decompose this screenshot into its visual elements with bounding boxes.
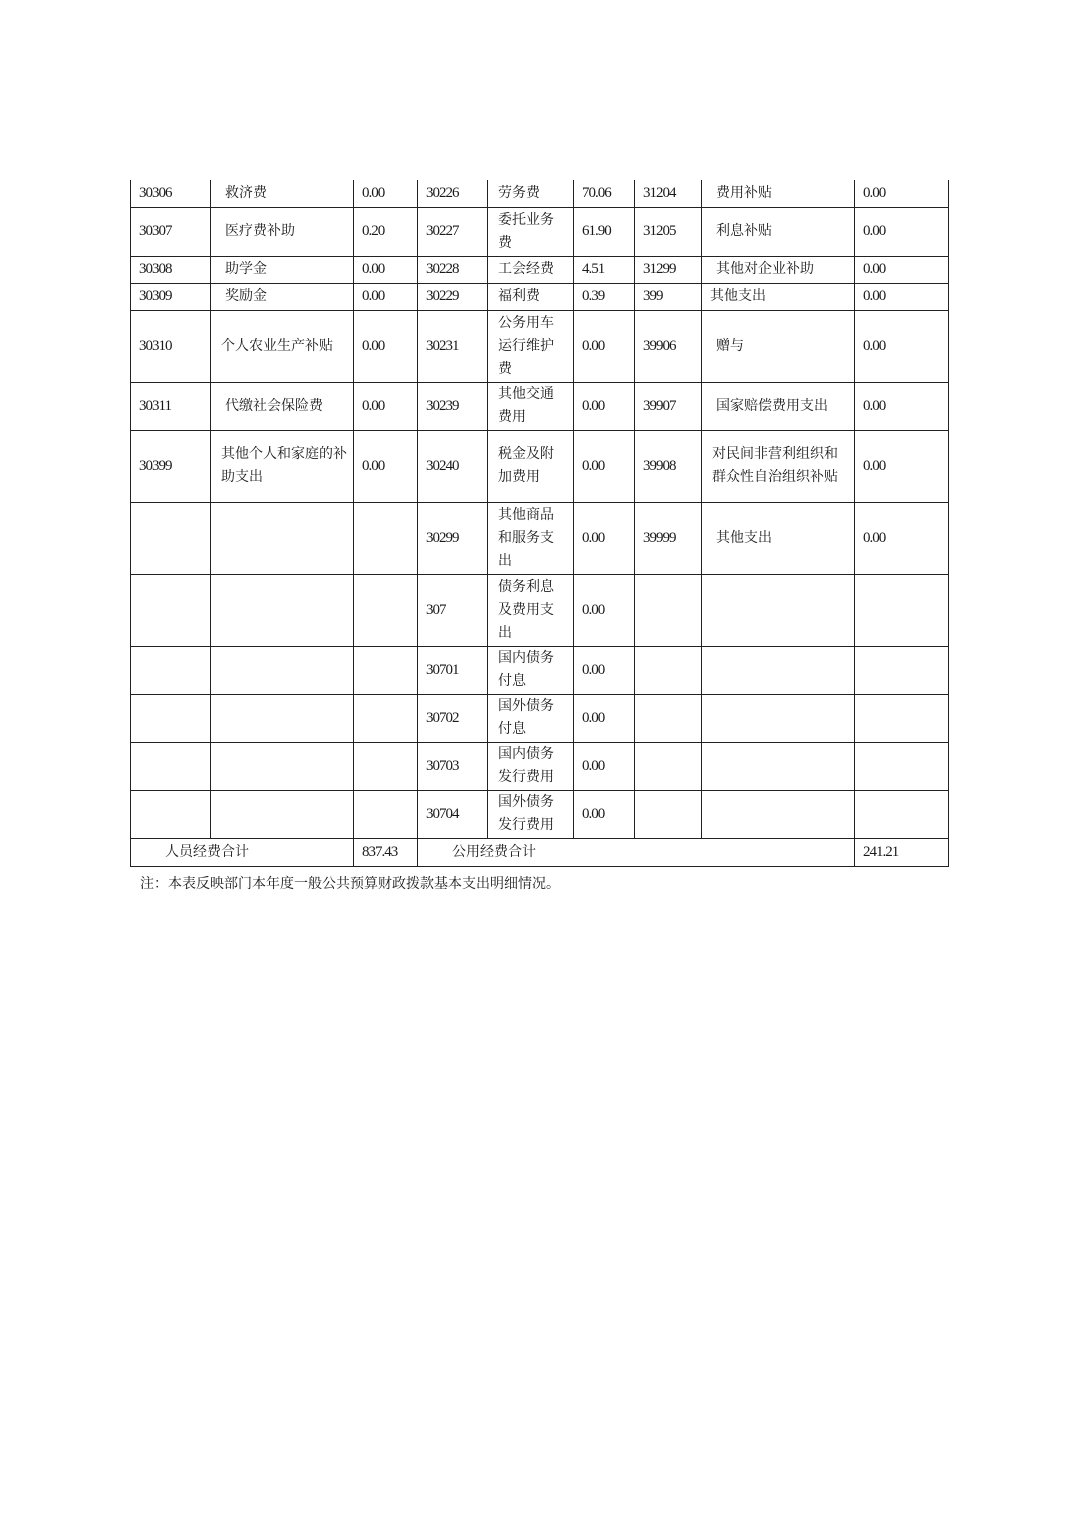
item-name-cell: 医疗费补助 xyxy=(211,207,354,256)
code-cell: 30310 xyxy=(131,310,211,382)
amount-cell xyxy=(354,502,418,574)
item-name-cell: 赠与 xyxy=(702,310,855,382)
item-name-cell: 助学金 xyxy=(211,256,354,283)
amount-cell: 0.00 xyxy=(855,207,949,256)
amount-cell: 4.51 xyxy=(574,256,635,283)
table-row xyxy=(131,207,949,256)
code-cell: 31204 xyxy=(635,180,702,207)
amount-cell: 61.90 xyxy=(574,207,635,256)
code-cell: 30306 xyxy=(131,180,211,207)
item-name-cell xyxy=(702,694,855,742)
amount-cell: 0.00 xyxy=(574,502,635,574)
amount-cell xyxy=(855,694,949,742)
table-row xyxy=(131,574,949,646)
code-cell xyxy=(131,574,211,646)
amount-cell: 0.00 xyxy=(574,694,635,742)
table-row xyxy=(131,790,949,838)
code-cell: 39908 xyxy=(635,430,702,502)
item-name-cell: 其他交通费用 xyxy=(488,382,574,430)
code-cell xyxy=(131,646,211,694)
table-row xyxy=(131,694,949,742)
item-name-cell: 利息补贴 xyxy=(702,207,855,256)
code-cell: 30229 xyxy=(418,283,488,310)
item-name-cell: 费用补贴 xyxy=(702,180,855,207)
amount-cell: 0.00 xyxy=(855,382,949,430)
item-name-cell: 救济费 xyxy=(211,180,354,207)
item-name-cell: 其他对企业补助 xyxy=(702,256,855,283)
budget-detail-table xyxy=(130,180,949,867)
amount-cell xyxy=(855,574,949,646)
item-name-cell xyxy=(211,574,354,646)
amount-cell: 0.00 xyxy=(574,574,635,646)
table-body xyxy=(131,180,949,866)
item-name-cell: 劳务费 xyxy=(488,180,574,207)
code-cell: 30239 xyxy=(418,382,488,430)
item-name-cell: 国内债务发行费用 xyxy=(488,742,574,790)
amount-cell: 0.00 xyxy=(855,310,949,382)
item-name-cell: 其他商品和服务支出 xyxy=(488,502,574,574)
amount-cell xyxy=(354,790,418,838)
public-total-value: 241.21 xyxy=(855,838,949,866)
item-name-cell: 福利费 xyxy=(488,283,574,310)
item-name-cell xyxy=(211,646,354,694)
item-name-cell xyxy=(211,790,354,838)
amount-cell: 0.00 xyxy=(574,742,635,790)
item-name-cell: 奖励金 xyxy=(211,283,354,310)
code-cell xyxy=(635,694,702,742)
table-row xyxy=(131,283,949,310)
code-cell: 30309 xyxy=(131,283,211,310)
amount-cell: 0.00 xyxy=(855,283,949,310)
item-name-cell: 其他个人和家庭的补助支出 xyxy=(211,430,354,502)
item-name-cell xyxy=(702,790,855,838)
code-cell: 30399 xyxy=(131,430,211,502)
code-cell xyxy=(131,742,211,790)
item-name-cell: 其他支出 xyxy=(702,502,855,574)
amount-cell xyxy=(354,646,418,694)
code-cell xyxy=(131,790,211,838)
amount-cell: 70.06 xyxy=(574,180,635,207)
table-row xyxy=(131,310,949,382)
amount-cell: 0.00 xyxy=(574,310,635,382)
personnel-total-value: 837.43 xyxy=(354,838,418,866)
item-name-cell xyxy=(211,742,354,790)
code-cell: 39906 xyxy=(635,310,702,382)
public-total-label: 公用经费合计 xyxy=(418,838,855,866)
amount-cell: 0.00 xyxy=(574,382,635,430)
amount-cell: 0.00 xyxy=(574,790,635,838)
code-cell: 31205 xyxy=(635,207,702,256)
amount-cell: 0.00 xyxy=(354,430,418,502)
item-name-cell: 工会经费 xyxy=(488,256,574,283)
code-cell: 30702 xyxy=(418,694,488,742)
code-cell: 399 xyxy=(635,283,702,310)
item-name-cell xyxy=(211,502,354,574)
item-name-cell: 个人农业生产补贴 xyxy=(211,310,354,382)
amount-cell xyxy=(855,742,949,790)
amount-cell: 0.00 xyxy=(354,283,418,310)
amount-cell: 0.00 xyxy=(855,502,949,574)
amount-cell: 0.00 xyxy=(354,180,418,207)
code-cell: 31299 xyxy=(635,256,702,283)
item-name-cell: 代缴社会保险费 xyxy=(211,382,354,430)
code-cell: 30704 xyxy=(418,790,488,838)
table-row xyxy=(131,256,949,283)
amount-cell xyxy=(855,646,949,694)
code-cell: 30231 xyxy=(418,310,488,382)
item-name-cell: 债务利息及费用支出 xyxy=(488,574,574,646)
code-cell: 30240 xyxy=(418,430,488,502)
code-cell xyxy=(635,790,702,838)
code-cell: 30227 xyxy=(418,207,488,256)
item-name-cell: 国外债务付息 xyxy=(488,694,574,742)
code-cell xyxy=(131,502,211,574)
item-name-cell: 委托业务费 xyxy=(488,207,574,256)
amount-cell: 0.00 xyxy=(354,382,418,430)
code-cell: 30308 xyxy=(131,256,211,283)
table-row xyxy=(131,180,949,207)
code-cell: 30311 xyxy=(131,382,211,430)
item-name-cell: 国内债务付息 xyxy=(488,646,574,694)
item-name-cell xyxy=(211,694,354,742)
amount-cell: 0.00 xyxy=(354,310,418,382)
code-cell xyxy=(635,742,702,790)
amount-cell: 0.39 xyxy=(574,283,635,310)
amount-cell xyxy=(354,694,418,742)
item-name-cell xyxy=(702,742,855,790)
item-name-cell xyxy=(702,646,855,694)
amount-cell: 0.00 xyxy=(574,430,635,502)
amount-cell xyxy=(354,574,418,646)
table-row xyxy=(131,502,949,574)
amount-cell: 0.00 xyxy=(855,256,949,283)
code-cell: 30228 xyxy=(418,256,488,283)
code-cell xyxy=(635,646,702,694)
code-cell: 39907 xyxy=(635,382,702,430)
item-name-cell: 其他支出 xyxy=(702,283,855,310)
code-cell: 30226 xyxy=(418,180,488,207)
code-cell: 30701 xyxy=(418,646,488,694)
item-name-cell: 国家赔偿费用支出 xyxy=(702,382,855,430)
amount-cell: 0.00 xyxy=(574,646,635,694)
code-cell: 30307 xyxy=(131,207,211,256)
code-cell: 307 xyxy=(418,574,488,646)
table-row xyxy=(131,646,949,694)
code-cell: 30703 xyxy=(418,742,488,790)
code-cell xyxy=(635,574,702,646)
amount-cell: 0.20 xyxy=(354,207,418,256)
table-row xyxy=(131,742,949,790)
amount-cell xyxy=(855,790,949,838)
personnel-total-label: 人员经费合计 xyxy=(131,838,354,866)
amount-cell: 0.00 xyxy=(855,180,949,207)
item-name-cell xyxy=(702,574,855,646)
amount-cell xyxy=(354,742,418,790)
amount-cell: 0.00 xyxy=(855,430,949,502)
amount-cell: 0.00 xyxy=(354,256,418,283)
code-cell xyxy=(131,694,211,742)
item-name-cell: 国外债务发行费用 xyxy=(488,790,574,838)
totals-row xyxy=(131,838,949,866)
table-footnote: 注：本表反映部门本年度一般公共预算财政拨款基本支出明细情况。 xyxy=(140,876,560,892)
item-name-cell: 税金及附加费用 xyxy=(488,430,574,502)
item-name-cell: 对民间非营利组织和群众性自治组织补贴 xyxy=(702,430,855,502)
table-row xyxy=(131,382,949,430)
table-row xyxy=(131,430,949,502)
code-cell: 30299 xyxy=(418,502,488,574)
code-cell: 39999 xyxy=(635,502,702,574)
item-name-cell: 公务用车运行维护费 xyxy=(488,310,574,382)
